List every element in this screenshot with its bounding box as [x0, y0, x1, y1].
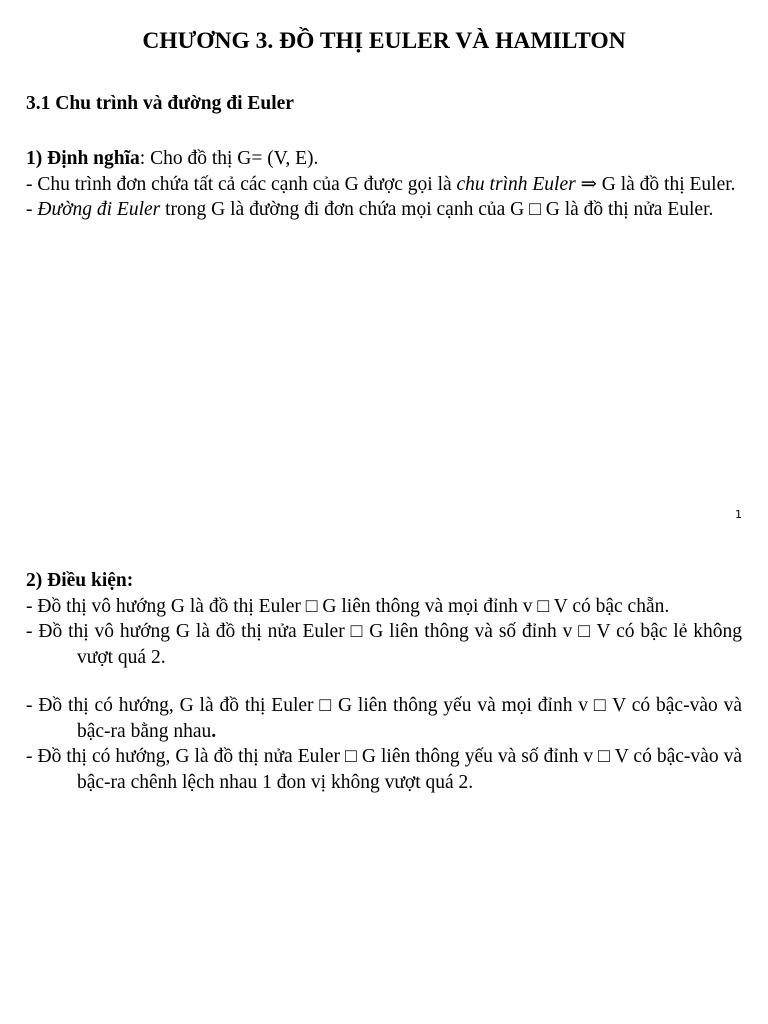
item-text: trong G là đường đi đơn chứa mọi cạnh của G □ G là đồ thị nửa Euler. — [160, 199, 714, 220]
item-dash: - — [26, 199, 38, 220]
definition-intro — [26, 146, 742, 172]
item-text: Chu trình đơn chứa tất cả các cạnh của G được gọi là — [37, 173, 457, 195]
item-text: ⇒ G là đồ thị Euler. — [575, 173, 736, 195]
conditions-block — [26, 568, 742, 795]
definition-label: 1) Định nghĩa — [26, 148, 140, 169]
page-number: 1 — [735, 508, 742, 521]
conditions-label: 2) Điều kiện: — [26, 570, 134, 591]
definition-item-euler-circuit — [26, 172, 742, 198]
definition-block — [26, 146, 742, 223]
definition-intro-text: : Cho đồ thị G= (V, E). — [139, 148, 319, 169]
section-heading: 3.1 Chu trình và đường đi Euler — [26, 93, 294, 114]
definition-item-euler-path — [26, 197, 742, 223]
term-euler-circuit: chu trình Euler — [456, 173, 576, 195]
condition-item-undirected-euler: - Đồ thị vô hướng G là đồ thị Euler □ G liên thông và mọi đỉnh v □ V có bậc chẵn. — [26, 595, 670, 617]
condition-item-directed-euler: - Đồ thị có hướng, G là đồ thị Euler □ G liên thông yếu và mọi đỉnh v □ V có bậc-vào và bậc-ra bằng nhau. — [26, 695, 742, 742]
chapter-title: CHƯƠNG 3. ĐỒ THỊ EULER VÀ HAMILTON — [142, 28, 626, 54]
condition-item-directed-semi-euler: - Đồ thị có hướng, G là đồ thị nửa Euler □ G liên thông yếu và số đỉnh v □ V có bậc-vào và bậc-ra chênh lệch nhau 1 đon vị không vượt quá 2. — [26, 746, 742, 793]
spacer — [26, 670, 742, 693]
condition-item-undirected-semi-euler: - Đồ thị vô hướng G là đồ thị nửa Euler □ G liên thông và số đỉnh v □ V có bậc lẻ không vượt quá 2. — [26, 621, 742, 668]
term-euler-path: Đường đi Euler — [37, 199, 161, 220]
item-dash: - — [26, 173, 38, 195]
